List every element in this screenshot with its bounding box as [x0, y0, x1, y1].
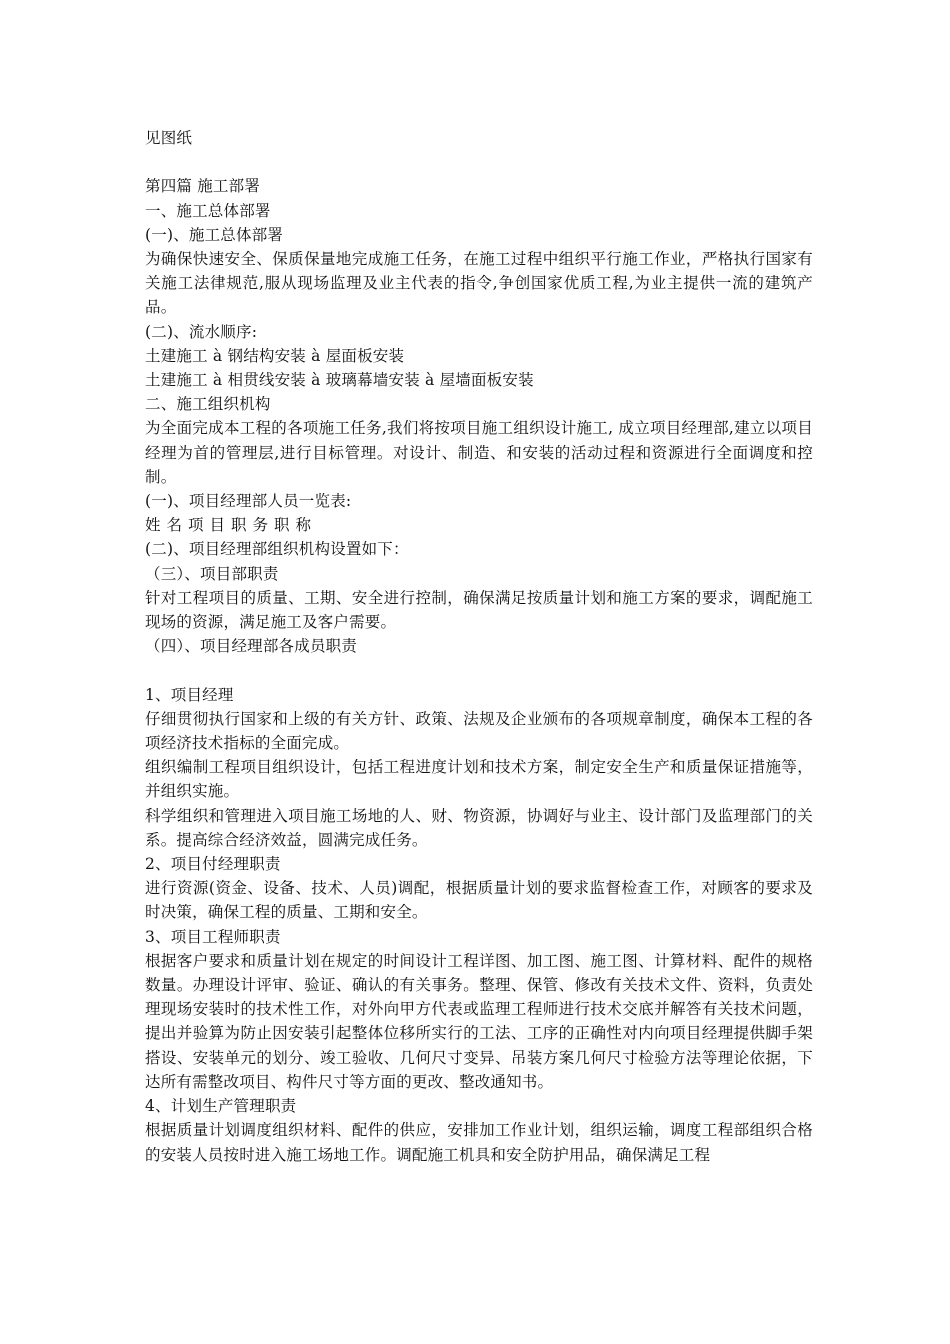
text-line: 见图纸: [145, 129, 193, 147]
role-heading: 2、项目付经理职责: [145, 855, 281, 874]
subsection-heading: (一)、施工总体部署: [145, 225, 284, 244]
paragraph: 为全面完成本工程的各项施工任务,我们将按项目施工组织设计施工, 成立项目经理部,建立以项目经理为首的管理层,进行目标管理。对设计、制造、和安装的活动过程和资源进行全面调度和控制。: [145, 419, 813, 486]
subsection-heading: （四）、项目经理部各成员职责: [145, 637, 358, 656]
paragraph: 针对工程项目的质量、工期、安全进行控制，确保满足按质量计划和施工方案的要求，调配施工现场的资源，满足施工及客户需要。: [145, 588, 813, 632]
paragraph: 仔细贯彻执行国家和上级的有关方针、政策、法规及企业颁布的各项规章制度，确保本工程的各项经济技术指标的全面完成。: [145, 709, 813, 753]
staff-table-header: 姓名项目职务职称: [145, 516, 318, 535]
paragraph: 科学组织和管理进入项目施工场地的人、财、物资源，协调好与业主、设计部门及监理部门的关系。提高综合经济效益，圆满完成任务。: [145, 806, 813, 849]
section-heading: 一、施工总体部署: [145, 201, 271, 220]
chapter-heading: 第四篇 施工部署: [145, 177, 261, 196]
subsection-heading: (一)、项目经理部人员一览表:: [145, 492, 352, 511]
flow-sequence: 土建施工 à 相贯线安装 à 玻璃幕墙安装 à 屋墙面板安装: [145, 371, 534, 390]
paragraph: 组织编制工程项目组织设计，包括工程进度计划和技术方案，制定安全生产和质量保证措施等，并组织实施。: [145, 758, 813, 801]
flow-sequence: 土建施工 à 钢结构安装 à 屋面板安装: [145, 346, 405, 365]
blank-line: [145, 150, 813, 174]
role-heading: 3、项目工程师职责: [145, 927, 281, 946]
role-heading: 4、计划生产管理职责: [145, 1097, 297, 1116]
subsection-heading: （三）、项目部职责: [145, 564, 279, 583]
paragraph: 进行资源(资金、设备、技术、人员)调配，根据质量计划的要求监督检查工作，对顾客的要求及时决策，确保工程的质量、工期和安全。: [145, 879, 813, 922]
paragraph: 根据客户要求和质量计划在规定的时间设计工程详图、加工图、施工图、计算材料、配件的规格数量。办理设计评审、验证、确认的有关事务。整理、保管、修改有关技术文件、资料，负责处理现场安装时的技术性工作，对外向甲方代表或监理工程师进行技术交底并解答有关技术问题，提出并验算为防止因安装引起整体位移所实行的工法、工序的正确性对内向项目经理提供脚手架搭设、安装单元的划分、竣工验收、几何尺寸变异、吊装方案几何尺寸检验方法等理论依据，下达所有需整改项目、构件尺寸等方面的更改、整改通知书。: [145, 951, 813, 1091]
section-heading: 二、施工组织机构: [145, 395, 271, 414]
subsection-heading: (二)、项目经理部组织机构设置如下：: [145, 540, 409, 559]
paragraph: 为确保快速安全、保质保量地完成施工任务，在施工过程中组织平行施工作业，严格执行国家有关施工法律规范,服从现场监理及业主代表的指令,争创国家优质工程,为业主提供一流的建筑产品。: [145, 250, 813, 317]
blank-line: [145, 658, 813, 682]
subsection-heading: (二)、流水顺序:: [145, 322, 258, 341]
role-heading: 1、项目经理: [145, 685, 234, 704]
paragraph: 根据质量计划调度组织材料、配件的供应，安排加工作业计划，组织运输，调度工程部组织合格的安装人员按时进入施工场地工作。调配施工机具和安全防护用品，确保满足工程: [145, 1121, 813, 1164]
document-body: [145, 126, 813, 1167]
